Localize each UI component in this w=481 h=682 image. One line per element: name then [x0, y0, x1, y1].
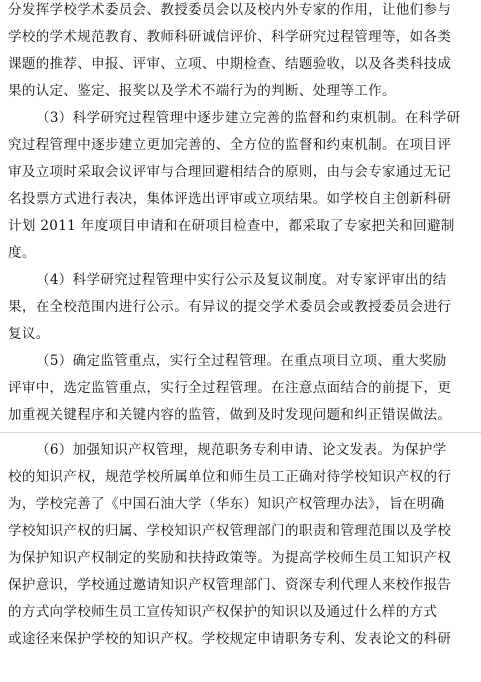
- paragraph-heading: （5）确定监管重点，实行全过程管理。在重点项目立项、重大奖励: [36, 353, 447, 369]
- text-line: 校的知识产权，规范学校所属单位和师生员工正确对待学校知识产权的行: [8, 469, 452, 485]
- text-line: 课题的推荐、申报、评审、立项、中期检查、结题验收，以及各类科技成: [8, 56, 452, 72]
- text-line: 或途径来保护学校的知识产权。学校规定申请职务专利、发表论文的科研: [8, 631, 452, 647]
- text-line: 加重视关键程序和关键内容的监管，做到及时发现问题和纠正错误做法。: [8, 407, 452, 423]
- paragraph-heading: （6）加强知识产权管理，规范职务专利申请、论文发表。为保护学: [36, 442, 447, 458]
- text-line: 计划 2011 年度项目申请和在研项目检查中，都采取了专家把关和回避制: [8, 218, 455, 234]
- text-line: 度。: [8, 245, 36, 261]
- text-line: 学校知识产权的归属、学校知识产权管理部门的职责和管理范围以及学校: [8, 523, 452, 539]
- text-line: 为保护知识产权制定的奖励和扶持政策等。为提高学校师生员工知识产权: [8, 550, 452, 566]
- text-line: 审及立项时采取会议评审与合理回避相结合的原则，由与会专家通过无记: [8, 164, 452, 180]
- paragraph-heading: （3）科学研究过程管理中逐步建立完善的监督和约束机制。在科学研: [36, 110, 461, 126]
- page-divider: [0, 432, 481, 433]
- text-line: 评审中，选定监管重点，实行全过程管理。在注意点面结合的前提下，更: [8, 380, 452, 396]
- text-line: 究过程管理中逐步建立更加完善的、全方位的监督和约束机制。在项目评: [8, 137, 452, 153]
- text-line: 的方式向学校师生员工宣传知识产权保护的知识以及通过什么样的方式: [8, 604, 438, 620]
- text-line: 学校的学术规范教育、教师科研诚信评价、科学研究过程管理等，如各类: [8, 29, 452, 45]
- text-line: 果的认定、鉴定、报奖以及学术不端行为的判断、处理等工作。: [8, 83, 396, 99]
- text-line: 复议。: [8, 326, 50, 342]
- text-line: 果，在全校范围内进行公示。有异议的提交学术委员会或教授委员会进行: [8, 299, 452, 315]
- text-line: 名投票方式进行表决，集体评选出评审或立项结果。如学校自主创新科研: [8, 191, 452, 207]
- text-line: 分发挥学校学术委员会、教授委员会以及校内外专家的作用，让他们参与: [8, 2, 452, 18]
- text-line: 为，学校完善了《中国石油大学（华东）知识产权管理办法》，旨在明确: [8, 496, 445, 512]
- paragraph-heading: （4）科学研究过程管理中实行公示及复议制度。对专家评审出的结: [36, 272, 447, 288]
- text-line: 保护意识，学校通过邀请知识产权管理部门、资深专利代理人来校作报告: [8, 577, 452, 593]
